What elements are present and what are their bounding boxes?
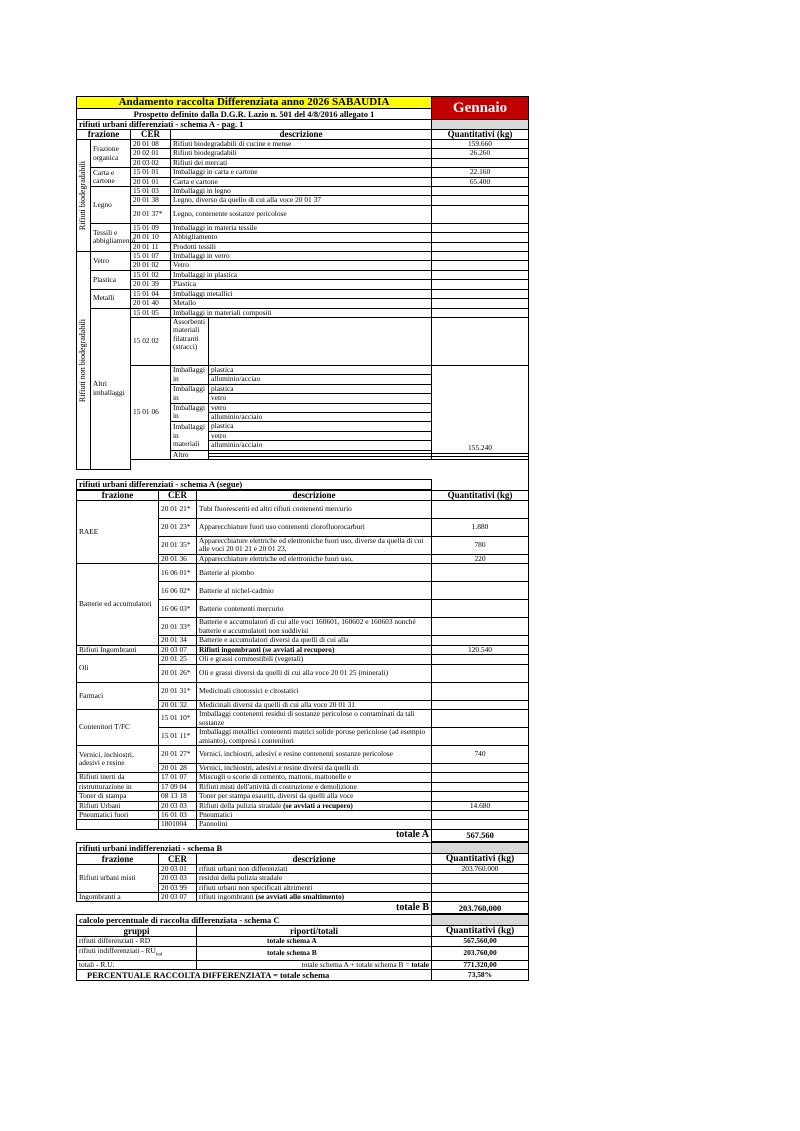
qty-cell: 120.540 [432,645,529,654]
qty-cell: 220 [432,554,529,563]
desc-cell: Vetro [171,261,432,270]
frazione-cell: Rifiuti inerti da [77,773,159,782]
desc-cell: Imballaggi metallici contenenti matrici solide porose pericolose (ad esempio amianto), compresi i contenitori [197,728,432,746]
qty-cell [432,792,529,801]
qty-cell [432,700,529,709]
cer-cell: 20 01 11 [131,242,171,251]
schema-c-table [76,914,529,981]
cer-cell: 20 01 33* [159,618,197,636]
qty-cell: 22.160 [432,168,529,177]
col-cer: CER [159,490,197,500]
frazione-raee: RAEE [77,500,159,563]
group-nonbio: Rifiuti non biodegradabili [77,252,91,470]
cer-cell: 15 01 11* [159,728,197,746]
desc-cell: Vernici, inchiostri, adesivi e resine diversi da quelli di [197,764,432,773]
qty-cell [432,242,529,251]
cer-cell: 15 01 05 [131,308,171,317]
col-cer: CER [131,130,171,140]
desc-cell: Rifiuti biodegradabili [171,149,432,158]
qty-cell [432,710,529,728]
desc-cell: rifiuti ingombranti (se avviati allo smaltimento) [197,893,432,902]
cer-cell: 20 01 27* [159,746,197,764]
cer-cell: 20 01 38 [131,196,171,205]
desc-cell: Batterie e accumulatori di cui alle voci 160601, 160602 e 160603 nonché batterie e accumulatori non suddivisi [197,618,432,636]
cer-cell: 15 01 09 [131,223,171,232]
schema-a-table [76,96,529,490]
col-cer: CER [159,853,197,864]
qty-cell: 771.320,00 [432,960,529,969]
qty-cell [432,500,529,518]
qty-cell [432,820,529,829]
frazione-vetro: Vetro [91,252,131,271]
qty-cell [432,299,529,308]
col-descrizione: descrizione [197,490,432,500]
cer-cell: 15 01 03 [131,187,171,196]
cer-cell: 20 01 08 [131,140,171,149]
sub-item: alluminio/acciaio [209,441,432,450]
col-gruppi: gruppi [77,926,197,937]
cer-cell: 20 01 39 [131,280,171,289]
frazione-organica: Frazione organica [91,140,131,168]
frazione-vernici: Vernici, inchiostri, adesivi e resine [77,746,159,773]
cer-cell: 20 01 28 [159,764,197,773]
cer-cell: 15 01 02 [131,270,171,279]
qty-cell [432,564,529,582]
desc-cell: Apparecchiature elettriche ed elettroniche fuori uso, diverse da quella di cui alle voci 20 01 21 e 20 01 23, [197,536,432,554]
cer-cell: 20 03 03 [159,874,197,883]
frazione-altri: Altri imballaggi [91,308,131,469]
desc-cell: Rifiuti dei mercati [171,158,432,167]
frazione-contenitori: Contenitori T/FC [77,710,159,746]
group-bio: Rifiuti biodegradabili [77,140,91,252]
schema-a-title: rifiuti urbani differenziati - schema A - pag. 1 [77,120,432,130]
cer-cell: 20 01 25 [159,655,197,664]
gruppo-cell: rifiuti differenziati - RD [77,937,197,946]
qty-cell [432,187,529,196]
frazione-metalli: Metalli [91,289,131,308]
desc-cell: Plastica [171,280,432,289]
cer-cell: 15 01 07 [131,252,171,261]
qty-cell [432,252,529,261]
desc-cell: Oli e grassi commestibili (vegetali) [197,655,432,664]
desc-cell: Imballaggi metallici [171,289,432,298]
sub-item: vetro [209,403,432,412]
col-quantitativi: Quantitativi (kg) [432,130,529,140]
qty-cell: 203.760,00 [432,946,529,960]
sub-label: Imballaggi in [171,403,209,422]
report-title: Andamento raccolta Differenziata anno 2026 SABAUDIA [77,97,432,109]
cer-cell: 08 13 18 [159,792,197,801]
qty-cell: 159.660 [432,140,529,149]
frazione-farmaci: Farmaci [77,682,159,709]
qty-cell [432,636,529,645]
cer-cell: 20 01 01 [131,177,171,186]
qty-cell [432,664,529,682]
desc-cell: Metallo [171,299,432,308]
cer-cell: 1801004 [159,820,197,829]
qty-cell: 740 [432,746,529,764]
qty-cell: 1.880 [432,518,529,536]
sub-item: alluminio/acciaio [209,412,432,421]
sub-item: plastica [209,422,432,431]
cer-cell: 16 06 01* [159,564,197,582]
cer-cell: 20 01 31* [159,682,197,700]
cer-cell: 16 06 02* [159,582,197,600]
spacer [131,459,529,469]
desc-cell: Apparecchiature fuori uso contenenti clorofluorocarburi [197,518,432,536]
qty-cell [432,811,529,820]
qty-cell [432,883,529,892]
cer-cell: 20 01 37* [131,205,171,223]
frazione-tessili: Tessili e abbigliamento [91,223,131,251]
desc-cell: Rifiuti della pulizia stradale (se avviati a recupero) [197,801,432,810]
filler-cell [432,842,529,853]
col-riporti: riporti/totali [197,926,432,937]
cer-cell: 16 06 03* [159,600,197,618]
cer-cell: 20 01 35* [159,536,197,554]
sub-item: alluminio/acciao [209,375,432,384]
sub-label: Imballaggi in materiali [171,422,209,450]
qty-cell [432,764,529,773]
desc-cell: Tubi fluorescenti ed altri rifiuti contenenti mercurio [197,500,432,518]
cer-cell: 20 03 01 [159,864,197,873]
sub-item: plastica [209,384,432,393]
cer-cell: 20 03 07 [159,645,197,654]
spacer [77,469,432,479]
qty-cell [432,205,529,223]
desc-cell: Imballaggi in vetro [171,252,432,261]
desc-cell: Imballaggi in materiali compositi [171,308,432,317]
qty-cell: 155.240 [432,365,529,453]
desc-cell: Imballaggi in materia tessile [171,223,432,232]
percent-label: PERCENTUALE RACCOLTA DIFFERENZIATA = totale schema [77,970,432,981]
totale-b-value: 203.760,000 [432,902,529,914]
desc-cell: Carta e cartone [171,177,432,186]
schema-a2-title: rifiuti urbani differenziati - schema A (segue) [77,479,432,489]
totale-a-value: 567.560 [432,829,529,841]
cer-cell: 20 03 02 [131,158,171,167]
frazione-ingombranti: Rifiuti Ingombranti [77,645,159,654]
qty-cell [432,280,529,289]
qty-cell [432,270,529,279]
riporto-cell: totale schema B [197,946,432,960]
totale-a-label: totale A [395,829,429,841]
frazione-cell: Toner di stampa [77,792,159,801]
gruppo-cell: totali - R.U. [77,960,197,969]
report-subtitle: Prospetto definito dalla D.G.R. Lazio n. 501 del 4/8/2016 allegato 1 [77,109,432,120]
qty-cell: 203.760.000 [432,864,529,873]
schema-b-title: rifiuti urbani indifferenziati - schema B [77,842,432,853]
col-frazione: frazione [77,490,159,500]
desc-cell: Rifiuti ingombranti (se avviati al recupero) [197,645,432,654]
filler-cell [432,915,529,926]
qty-cell: 780 [432,536,529,554]
qty-cell [432,223,529,232]
qty-cell [432,728,529,746]
frazione-cell: Ingombranti a [77,893,159,902]
cer-cell: 15 01 01 [131,168,171,177]
desc-cell: Assorbenti materiali filatranti (stracci) [171,317,209,365]
col-descrizione: descrizione [171,130,432,140]
col-quantitativi: Quantitativi (kg) [432,926,529,937]
blank-cell [209,317,432,365]
qty-cell [432,618,529,636]
col-quantitativi: Quantitativi (kg) [432,853,529,864]
desc-cell: Oli e grassi diversi da quelli di cui alla voce 20 01 25 (minerali) [197,664,432,682]
desc-cell: rifiuti urbani non differenziati [197,864,432,873]
desc-cell: Imballaggi contenenti residui di sostanze pericolose o contaminati da tali sostanze [197,710,432,728]
qty-cell [432,196,529,205]
qty-cell [432,773,529,782]
desc-cell: Miscugli o scorie di cemento, mattoni, mattonelle e [197,773,432,782]
qty-cell [432,233,529,242]
riporto-cell: totale schema A [197,937,432,946]
report-sheet [76,96,528,981]
desc-cell: Batterie contenenti mercurio [197,600,432,618]
desc-cell: Imballaggi in legno [171,187,432,196]
cer-cell: 15 01 06 [131,365,171,459]
sub-item: plastica [209,365,432,374]
schema-c-title: calcolo percentuale di raccolta differenziata - schema C [77,915,432,926]
sub-label: Imballaggi in [171,365,209,384]
cer-cell: 15 02 02 [131,317,171,365]
sub-item: vetro [209,394,432,403]
qty-cell [432,600,529,618]
desc-cell: Batterie e accumulatori diversi da quelli di cui alla [197,636,432,645]
cer-cell: 20 01 34 [159,636,197,645]
col-frazione: frazione [77,853,159,864]
desc-cell: rifiuti urbani non specificati altrimenti [197,883,432,892]
frazione-carta: Carta e cartone [91,168,131,187]
qty-cell: 26.260 [432,149,529,158]
qty-cell [432,261,529,270]
desc-cell: Imballaggi in plastica [171,270,432,279]
riporto-cell: totale schema A + totale schema B = totale [197,960,432,969]
desc-cell: Vernici, inchiostri, adesivi e resine contenenti sostanze pericolose [197,746,432,764]
frazione-oli: Oli [77,655,159,682]
month-label: Gennaio [432,97,529,120]
qty-cell [432,782,529,791]
desc-cell: Batterie al piombo [197,564,432,582]
qty-cell: 65.400 [432,177,529,186]
qty-cell [432,317,529,365]
totale-b-label: totale B [395,902,430,914]
desc-cell: Abbigliamento [171,233,432,242]
desc-cell: Medicinali diversi da quelli di cui alla voce 20 01 31 [197,700,432,709]
cer-cell: 20 02 01 [131,149,171,158]
desc-cell: Apparecchiature elettriche ed elettroniche fuori uso, [197,554,432,563]
desc-cell: Pannolini [197,820,432,829]
col-frazione: frazione [77,130,131,140]
qty-cell [432,682,529,700]
frazione-cell: Rifiuti urbani misti [77,864,159,892]
cer-cell: 17 01 07 [159,773,197,782]
qty-cell [432,893,529,902]
filler-cell [432,120,529,130]
cer-cell: 20 01 32 [159,700,197,709]
cer-cell: 16 01 03 [159,811,197,820]
cer-cell: 20 01 02 [131,261,171,270]
cer-cell: 17 09 04 [159,782,197,791]
frazione-cell: ristrutturazione in [77,782,159,791]
frazione-cell: Pneumatici fuori [77,811,159,820]
desc-cell: Imballaggi in carta e cartone [171,168,432,177]
cer-cell: 20 01 21* [159,500,197,518]
cer-cell: 20 03 03 [159,801,197,810]
cer-cell: 20 01 36 [159,554,197,563]
desc-cell: Legno, contenente sostanze pericolose [171,205,432,223]
col-descrizione: descrizione [197,853,432,864]
qty-cell [432,655,529,664]
qty-cell [432,582,529,600]
sub-label: Imballaggi in [171,384,209,403]
desc-cell: Prodotti tessili [171,242,432,251]
qty-cell [432,289,529,298]
frazione-plastica: Plastica [91,270,131,289]
desc-cell: Medicinali citotossici e citostatici [197,682,432,700]
qty-cell [432,308,529,317]
desc-cell: residui della pulizia stradale [197,874,432,883]
gruppo-cell: rifiuti indifferenziati - $RU_{ind}$ [77,946,197,960]
schema-b-table [76,842,529,915]
frazione-cell: Rifiuti Urbani [77,801,159,810]
sub-label: Altro [171,450,209,459]
frazione-batterie: Batterie ed accumulatori [77,564,159,645]
frazione-cell [77,820,159,829]
col-quantitativi: Quantitativi (kg) [432,490,529,500]
cer-cell: 20 01 10 [131,233,171,242]
sub-item: vetro [209,431,432,440]
schema-a2-table [76,490,529,842]
cer-cell: 20 03 07 [159,893,197,902]
cer-cell: 15 01 10* [159,710,197,728]
cer-cell: 20 01 40 [131,299,171,308]
percent-value: 73,58% [432,970,529,981]
desc-cell: Legno, diverso da quello di cui alla voce 20 01 37 [171,196,432,205]
desc-cell: Batterie al nichel-cadmio [197,582,432,600]
desc-cell: Pneumatici [197,811,432,820]
cer-cell: 20 03 99 [159,883,197,892]
desc-cell: Rifiuti misti dell'attività di costruzione e demolizione [197,782,432,791]
desc-cell: Toner per stampa esauriti, diversi da quelli alla voce [197,792,432,801]
frazione-legno: Legno [91,187,131,224]
cer-cell: 20 01 23* [159,518,197,536]
qty-cell [432,874,529,883]
cer-cell: 20 01 26* [159,664,197,682]
qty-cell: 14.680 [432,801,529,810]
desc-cell: Rifiuti biodegradabili di cucine e mense [171,140,432,149]
qty-cell: 567.560,00 [432,937,529,946]
cer-cell: 15 01 04 [131,289,171,298]
